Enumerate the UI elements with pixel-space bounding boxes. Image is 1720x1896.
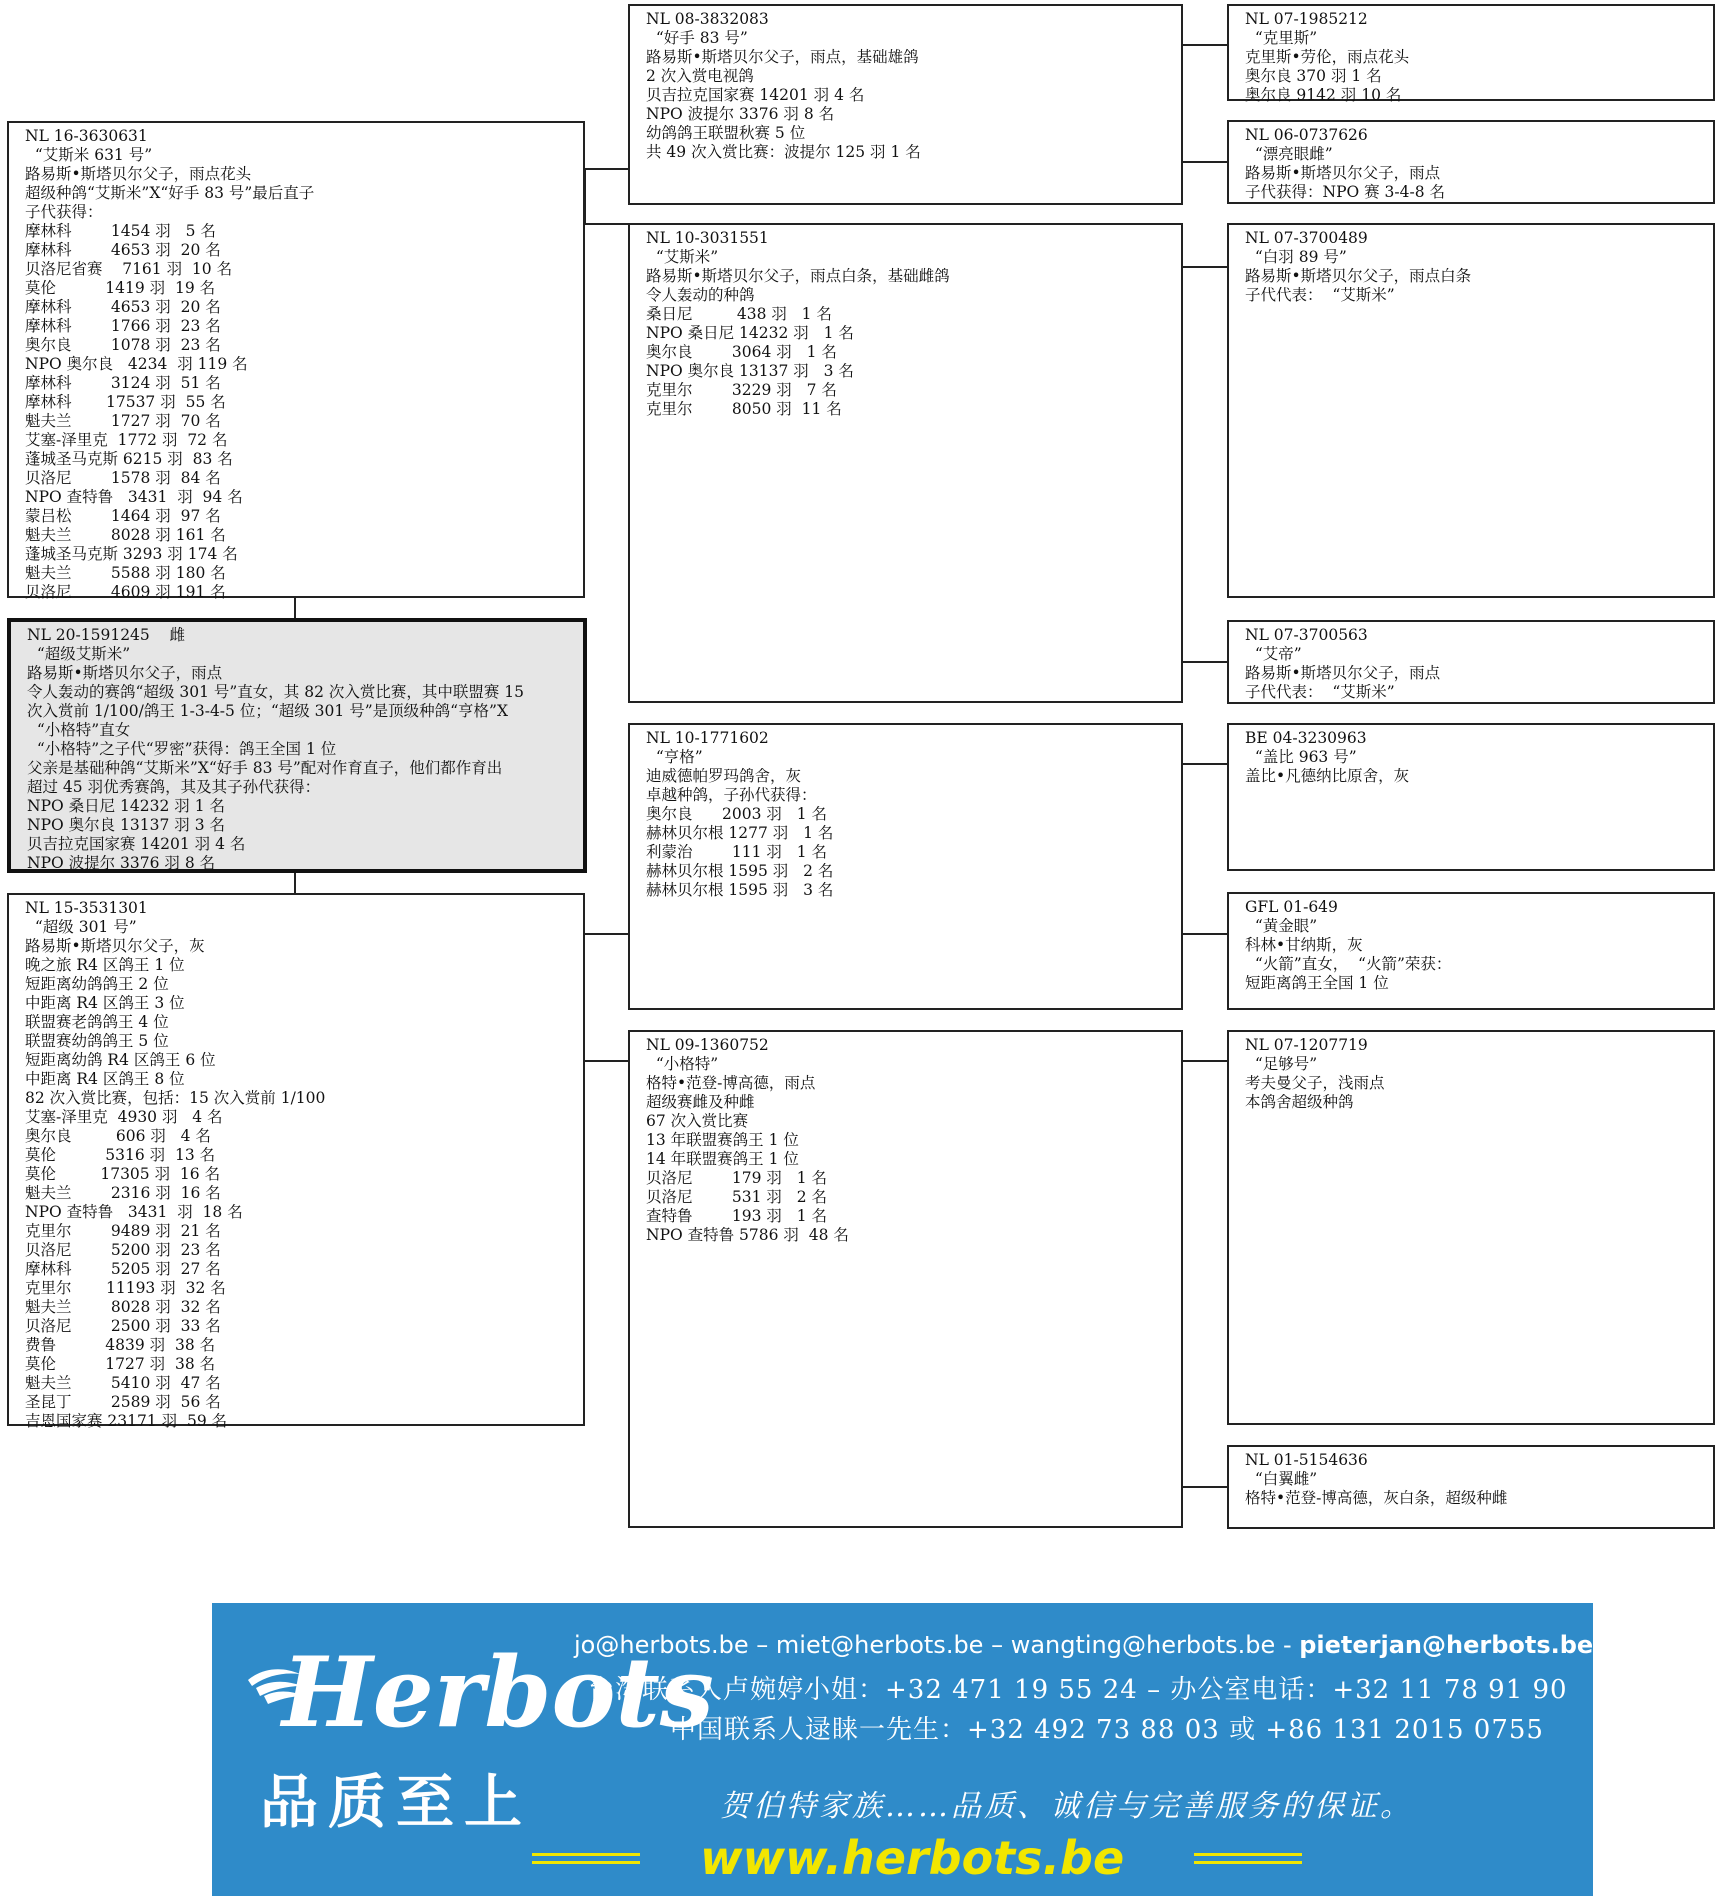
pedigree-line: 赫林贝尔根 1595 羽 2 名	[646, 862, 834, 880]
pedigree-line: 克里斯•劳伦，雨点花头	[1245, 48, 1410, 66]
pedigree-line: 贝洛尼 4609 羽 191 名	[25, 583, 226, 601]
connector-gs2-up	[1182, 763, 1228, 765]
pedigree-line: 贝吉拉克国家赛 14201 羽 4 名	[27, 835, 246, 853]
pedigree-line: 超过 45 羽优秀赛鸽，其及其子孙代获得：	[27, 778, 321, 796]
pedigree-line: NPO 桑日尼 14232 羽 1 名	[646, 324, 854, 342]
pigeon-name: “艾斯米”	[646, 248, 719, 266]
pedigree-line: 莫伦 5316 羽 13 名	[25, 1146, 216, 1164]
ring-number: NL 07-3700489	[1245, 229, 1368, 247]
connector-gs1-down	[1182, 161, 1228, 163]
connector-dam-gd2	[584, 1060, 628, 1062]
pedigree-line: 短距离幼鸽鸽王 2 位	[25, 975, 169, 993]
pedigree-line: 奥尔良 1078 羽 23 名	[25, 336, 221, 354]
pedigree-line: 桑日尼 438 羽 1 名	[646, 305, 832, 323]
ring-number: NL 06-0737626	[1245, 126, 1368, 144]
pedigree-line: 82 次入赏比赛，包括：15 次入赏前 1/100	[25, 1089, 326, 1107]
ring-number: NL 07-1985212	[1245, 10, 1368, 28]
pedigree-line: 赫林贝尔根 1595 羽 3 名	[646, 881, 834, 899]
pedigree-line: 子代代表： “艾斯米”	[1245, 683, 1395, 701]
right-decoration-line-2	[1194, 1861, 1302, 1864]
granddam-maternal-card	[628, 1030, 1183, 1528]
pedigree-line: 查特鲁 193 羽 1 名	[646, 1207, 827, 1225]
pedigree-line: 魁夫兰 8028 羽 161 名	[25, 526, 226, 544]
ggp-card-3	[1227, 223, 1715, 598]
pedigree-line: 子代代表： “艾斯米”	[1245, 286, 1395, 304]
pedigree-line: NPO 桑日尼 14232 羽 1 名	[27, 797, 226, 815]
pigeon-name: “克里斯”	[1245, 29, 1318, 47]
granddam-paternal-card	[628, 223, 1183, 703]
pedigree-line: 考夫曼父子，浅雨点	[1245, 1074, 1385, 1092]
connector-gd1-up	[1182, 266, 1228, 268]
pedigree-line: 贝吉拉克国家赛 14201 羽 4 名	[646, 86, 865, 104]
pedigree-line: 贝洛尼 531 羽 2 名	[646, 1188, 827, 1206]
pedigree-line: 摩林科 4653 羽 20 名	[25, 298, 221, 316]
ring-number: NL 01-5154636	[1245, 1451, 1368, 1469]
pedigree-line: 贝洛尼省赛 7161 羽 10 名	[25, 260, 233, 278]
pigeon-name: “漂亮眼雌”	[1245, 145, 1333, 163]
pedigree-line: 迪威德帕罗玛鸽舍，灰	[646, 767, 802, 785]
ring-number: NL 07-3700563	[1245, 626, 1368, 644]
pedigree-line: 贝洛尼 2500 羽 33 名	[25, 1317, 221, 1335]
pedigree-line: “火箭”直女， “火箭”荣获：	[1245, 955, 1452, 973]
pedigree-line: 路易斯•斯塔贝尔父子，雨点	[1245, 664, 1441, 682]
pedigree-line: 短距离鸽王全国 1 位	[1245, 974, 1389, 992]
pedigree-line: 莫伦 17305 羽 16 名	[25, 1165, 221, 1183]
grandsire-paternal-card	[628, 4, 1183, 205]
pedigree-line: 克里尔 11193 羽 32 名	[25, 1279, 226, 1297]
pedigree-line: 格特•范登-博高德，灰白条，超级种雌	[1245, 1489, 1508, 1507]
pedigree-line: 摩林科 1454 羽 5 名	[25, 222, 216, 240]
pedigree-line: 2 次入赏电视鸽	[646, 67, 754, 85]
pigeon-name: “盖比 963 号”	[1245, 748, 1357, 766]
pedigree-line: 摩林科 3124 羽 51 名	[25, 374, 221, 392]
pedigree-line: 联盟赛老鸽鸽王 4 位	[25, 1013, 169, 1031]
ggp-card-7	[1227, 1030, 1715, 1425]
pigeon-name: “艾帝”	[1245, 645, 1302, 663]
pigeon-name: “黄金眼”	[1245, 917, 1318, 935]
ring-number: BE 04-3230963	[1245, 729, 1367, 747]
pedigree-line: 子代获得：	[25, 203, 103, 221]
pedigree-line: NPO 波提尔 3376 羽 8 名	[646, 105, 835, 123]
family-slogan: 贺伯特家族……品质、诚信与完善服务的保证。	[720, 1789, 1413, 1824]
pedigree-line: 圣昆丁 2589 羽 56 名	[25, 1393, 221, 1411]
pedigree-line: NPO 奥尔良 13137 羽 3 名	[27, 816, 226, 834]
ring-number: NL 09-1360752	[646, 1036, 769, 1054]
pedigree-line: 克里尔 9489 羽 21 名	[25, 1222, 221, 1240]
ggp-card-1	[1227, 4, 1715, 104]
ggp-card-8	[1227, 1445, 1715, 1529]
connector-sire-gs1	[584, 168, 628, 170]
pedigree-line: 中距离 R4 区鸽王 8 位	[25, 1070, 185, 1088]
pedigree-line: 吉恩国家赛 23171 羽 59 名	[25, 1412, 228, 1430]
china-contact: 中国联系人逯睐一先生：+32 492 73 88 03 或 +86 131 2015 0755	[670, 1715, 1544, 1745]
left-decoration-line	[532, 1853, 640, 1856]
pedigree-line: “小格特”直女	[27, 721, 131, 739]
subject-card	[7, 618, 587, 873]
pedigree-line: NPO 奥尔良 13137 羽 3 名	[646, 362, 854, 380]
ring-number: NL 20-1591245 雌	[27, 626, 185, 644]
pedigree-line: 本鸽舍超级种鸽	[1245, 1093, 1354, 1111]
connector-gs2-down	[1182, 933, 1228, 935]
pedigree-line: 贝洛尼 1578 羽 84 名	[25, 469, 221, 487]
pedigree-line: 超级种鸽“艾斯米”X“好手 83 号”最后直子	[25, 184, 315, 202]
connector-gd1-down	[1182, 661, 1228, 663]
connector-sire-gd1	[584, 223, 628, 225]
ring-number: NL 10-3031551	[646, 229, 769, 247]
pedigree-line: 莫伦 1419 羽 19 名	[25, 279, 216, 297]
pigeon-name: “超级艾斯米”	[27, 645, 131, 663]
pedigree-line: 父亲是基础种鸽“艾斯米”X“好手 83 号”配对作育直子，他们都作育出	[27, 759, 503, 777]
pedigree-line: 贝洛尼 5200 羽 23 名	[25, 1241, 221, 1259]
pedigree-line: 奥尔良 9142 羽 10 名	[1245, 86, 1402, 104]
pedigree-line: 短距离幼鸽 R4 区鸽王 6 位	[25, 1051, 216, 1069]
pigeon-name: “亨格”	[646, 748, 703, 766]
pedigree-line: 费鲁 4839 羽 38 名	[25, 1336, 216, 1354]
pigeon-name: “足够号”	[1245, 1055, 1318, 1073]
ggp-card-6	[1227, 892, 1715, 1010]
left-decoration-line-2	[532, 1861, 640, 1864]
ring-number: NL 07-1207719	[1245, 1036, 1368, 1054]
pedigree-line: 联盟赛幼鸽鸽王 5 位	[25, 1032, 169, 1050]
right-decoration-line	[1194, 1853, 1302, 1856]
pedigree-line: 奥尔良 606 羽 4 名	[25, 1127, 211, 1145]
pedigree-line: NPO 查特鲁 5786 羽 48 名	[646, 1226, 849, 1244]
svg-text:Herbots: Herbots	[282, 1636, 714, 1749]
pedigree-line: 摩林科 4653 羽 20 名	[25, 241, 221, 259]
pedigree-line: NPO 奥尔良 4234 羽 119 名	[25, 355, 248, 373]
pedigree-line: 中距离 R4 区鸽王 3 位	[25, 994, 185, 1012]
pedigree-line: 路易斯•斯塔贝尔父子，灰	[25, 937, 205, 955]
pedigree-line: 魁夫兰 5410 羽 47 名	[25, 1374, 221, 1392]
pedigree-line: 13 年联盟赛鸽王 1 位	[646, 1131, 799, 1149]
herbots-logo	[242, 1628, 714, 1749]
pedigree-line: 克里尔 3229 羽 7 名	[646, 381, 837, 399]
pigeon-name: “小格特”	[646, 1055, 719, 1073]
pedigree-line: 摩林科 17537 羽 55 名	[25, 393, 226, 411]
pedigree-line: 魁夫兰 8028 羽 32 名	[25, 1298, 221, 1316]
pedigree-line: 魁夫兰 2316 羽 16 名	[25, 1184, 221, 1202]
ring-number: NL 08-3832083	[646, 10, 769, 28]
pedigree-line: 盖比•凡德纳比原舍，灰	[1245, 767, 1410, 785]
pedigree-line: 14 年联盟赛鸽王 1 位	[646, 1150, 799, 1168]
pedigree-line: 路易斯•斯塔贝尔父子，雨点白条，基础雌鸽	[646, 267, 950, 285]
pedigree-line: 利蒙治 111 羽 1 名	[646, 843, 827, 861]
ring-number: NL 16-3630631	[25, 127, 148, 145]
pedigree-line: 摩林科 1766 羽 23 名	[25, 317, 221, 335]
ring-number: NL 10-1771602	[646, 729, 769, 747]
pigeon-name: “超级 301 号”	[25, 918, 137, 936]
taiwan-contact: 台湾联系人卢婉婷小姐：+32 471 19 55 24 – 办公室电话：+32 11 78 91 90	[588, 1675, 1568, 1705]
ggp-card-5	[1227, 723, 1715, 871]
pedigree-line: 艾塞-泽里克 4930 羽 4 名	[25, 1108, 223, 1126]
pigeon-name: “艾斯米 631 号”	[25, 146, 153, 164]
pedigree-line: 莫伦 1727 羽 38 名	[25, 1355, 216, 1373]
pedigree-line: NPO 查特鲁 3431 羽 18 名	[25, 1203, 243, 1221]
pedigree-line: 蓬城圣马克斯 6215 羽 83 名	[25, 450, 233, 468]
grandsire-maternal-card	[628, 723, 1183, 1010]
pedigree-line: 67 次入赏比赛	[646, 1112, 749, 1130]
pedigree-line: 贝洛尼 179 羽 1 名	[646, 1169, 827, 1187]
connector-gs1-up	[1182, 44, 1228, 46]
pedigree-line: 路易斯•斯塔贝尔父子，雨点花头	[25, 165, 252, 183]
sire-card	[7, 121, 585, 601]
pedigree-line: 卓越种鸽，子孙代获得：	[646, 786, 817, 804]
pedigree-line: NPO 查特鲁 3431 羽 94 名	[25, 488, 243, 506]
pedigree-line: 蒙吕松 1464 羽 97 名	[25, 507, 221, 525]
pedigree-line: NPO 波提尔 3376 羽 8 名	[27, 854, 216, 872]
pedigree-line: 赫林贝尔根 1277 羽 1 名	[646, 824, 834, 842]
pedigree-line: 共 49 次入赏比赛：波提尔 125 羽 1 名	[646, 143, 921, 161]
pedigree-line: 路易斯•斯塔贝尔父子，雨点，基础雄鸽	[646, 48, 919, 66]
logo-tagline: 品质至上	[260, 1768, 533, 1836]
ring-number: GFL 01-649	[1245, 898, 1338, 916]
connector-gd2-up	[1182, 1060, 1228, 1062]
connector-dam-gs2	[584, 933, 628, 935]
pedigree-line: 魁夫兰 5588 羽 180 名	[25, 564, 226, 582]
pedigree-line: 令人轰动的种鸽	[646, 286, 755, 304]
email-contacts: jo@herbots.be – miet@herbots.be – wangting@herbots.be - pieterjan@herbots.be	[574, 1631, 1594, 1659]
pedigree-line: 蓬城圣马克斯 3293 羽 174 名	[25, 545, 238, 563]
pedigree-line: 奥尔良 2003 羽 1 名	[646, 805, 828, 823]
pedigree-line: 科林•甘纳斯，灰	[1245, 936, 1363, 954]
pedigree-line: 路易斯•斯塔贝尔父子，雨点	[27, 664, 223, 682]
pedigree-line: 路易斯•斯塔贝尔父子，雨点白条	[1245, 267, 1472, 285]
connector-gd2-down	[1182, 1486, 1228, 1488]
pedigree-line: 艾塞-泽里克 1772 羽 72 名	[25, 431, 228, 449]
ggp-card-2	[1227, 120, 1715, 204]
herbots-banner	[212, 1603, 1593, 1896]
pedigree-line: 超级赛雌及种雌	[646, 1093, 755, 1111]
pigeon-name: “好手 83 号”	[646, 29, 748, 47]
ring-number: NL 15-3531301	[25, 899, 148, 917]
pigeon-name: “白羽 89 号”	[1245, 248, 1347, 266]
pedigree-line: 幼鸽鸽王联盟秋赛 5 位	[646, 124, 806, 142]
pedigree-line: 格特•范登-博高德，雨点	[646, 1074, 816, 1092]
ggp-card-4	[1227, 620, 1715, 704]
pedigree-line: 路易斯•斯塔贝尔父子，雨点	[1245, 164, 1441, 182]
pedigree-line: 晚之旅 R4 区鸽王 1 位	[25, 956, 185, 974]
pedigree-line: 次入赏前 1/100/鸽王 1-3-4-5 位；“超级 301 号”是顶级种鸽“亨格”X	[27, 702, 509, 720]
pedigree-line: 子代获得：NPO 赛 3-4-8 名	[1245, 183, 1446, 201]
dam-card	[7, 893, 585, 1430]
pedigree-line: 魁夫兰 1727 羽 70 名	[25, 412, 221, 430]
website-link[interactable]: www.herbots.be	[700, 1831, 1125, 1885]
pedigree-line: 摩林科 5205 羽 27 名	[25, 1260, 221, 1278]
pedigree-line: 克里尔 8050 羽 11 名	[646, 400, 842, 418]
pigeon-name: “白翼雌”	[1245, 1470, 1318, 1488]
pedigree-line: “小格特”之子代“罗密”获得：鸽王全国 1 位	[27, 740, 337, 758]
pedigree-line: 奥尔良 3064 羽 1 名	[646, 343, 837, 361]
pedigree-line: 奥尔良 370 羽 1 名	[1245, 67, 1382, 85]
pedigree-line: 令人轰动的赛鸽“超级 301 号”直女，其 82 次入赏比赛，其中联盟赛 15	[27, 683, 525, 701]
connector-subject-dam	[294, 873, 296, 893]
